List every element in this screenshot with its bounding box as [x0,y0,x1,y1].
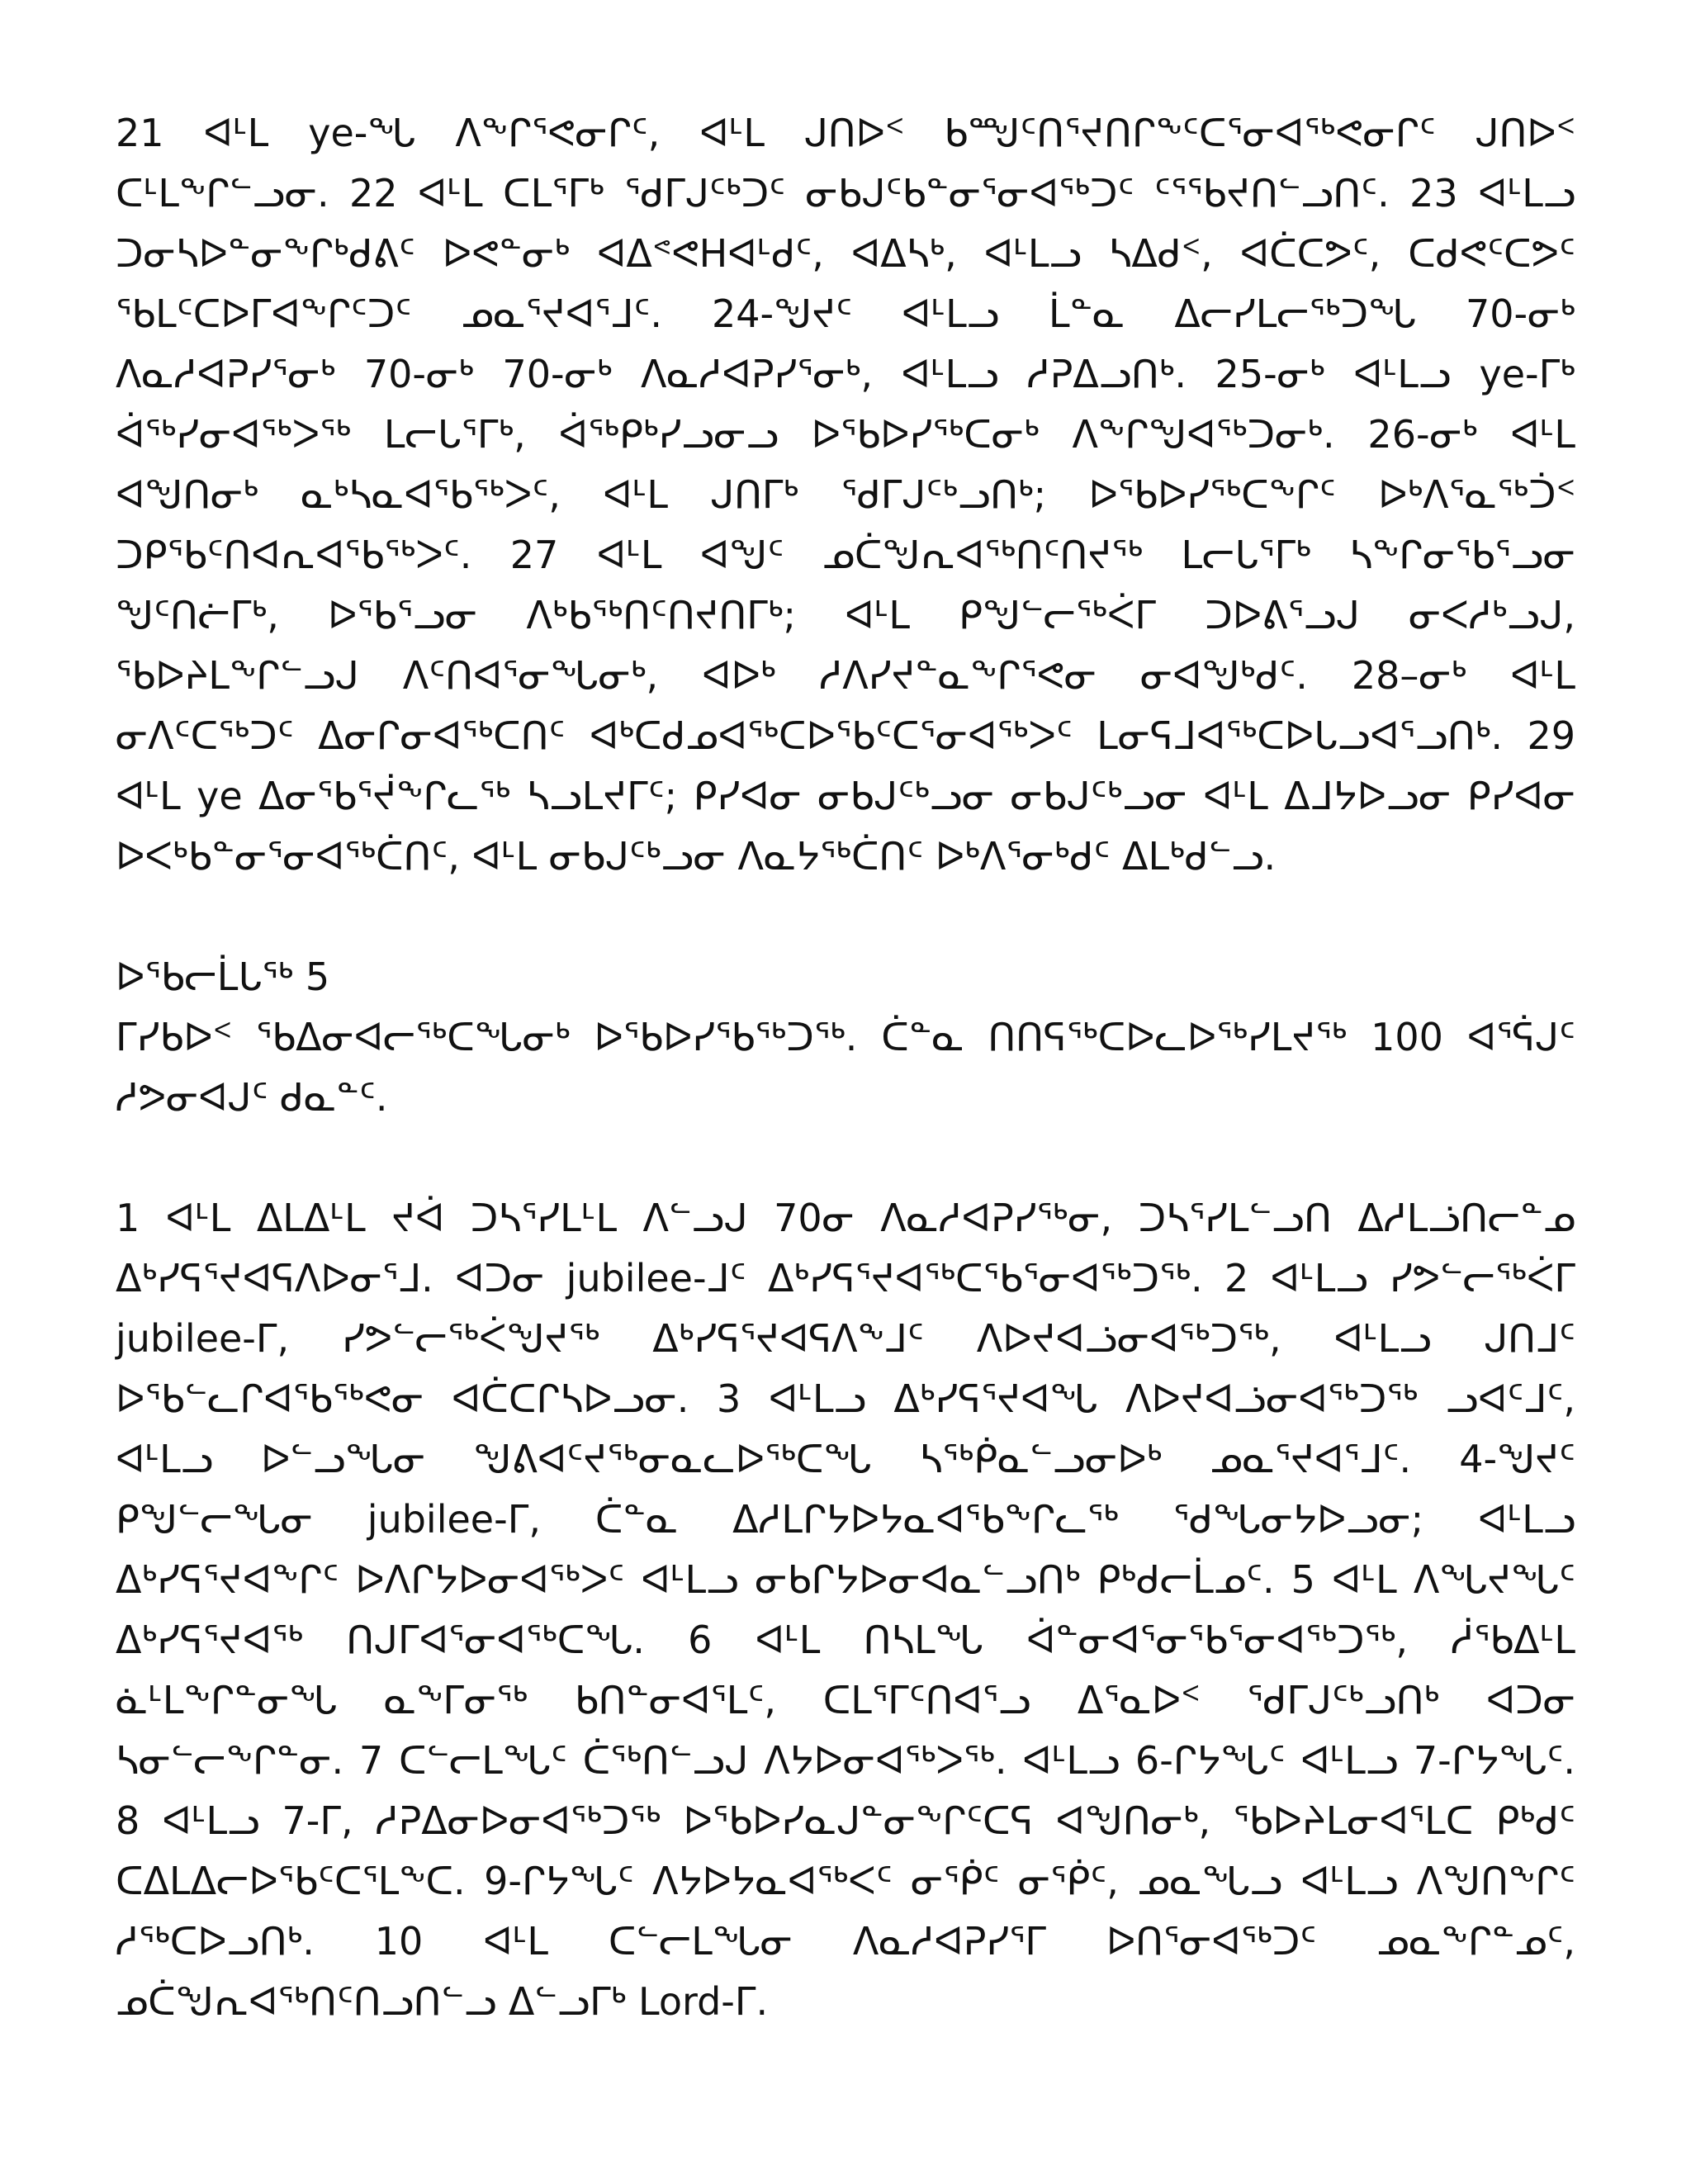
chapter-heading: ᐅᖃᓕᒫᒐᖅ 5 [116,955,330,999]
chapter-summary: ᒥᓯᑲᐅᑉ ᖃᐃᓂᐊᓕᖅᑕᖓᓂᒃ ᐅᖃᐅᓯᖃᖅᑐᖅ. ᑖᓐᓇ ᑎᑎᕋᖅᑕᐅᓚᐅᖅᓯᒪᔪᖅ 100 ᐊᕐᕌᒍᑦ ᓱᕗᓂᐊᒍᑦ ᑯᓇᓐᑦ. [116,1015,1575,1120]
spacer [116,887,1575,947]
document-page [116,103,1575,2032]
paragraph-verses-21-29: 21 ᐊᒻᒪ ye-ᖓ ᐱᖕᒋᕐᕙᓂᒋᑦ, ᐊᒻᒪ ᒍᑎᐅᑉ ᑲᙳᑦᑎᕐᔪᑎᒋᖕᑦᑕᕐᓂᐊᖅᕙᓂᒋᑦ ᒍᑎᐅᑉ ᑕᒻᒪᖕᒋᓪᓗᓂ. 22 ᐊᒻᒪ ᑕᒪᕐᒥᒃ ᖁᒥᒍᑦᒃᑐᑦ ᓂᑲᒍᑦᑲᓐᓂᕐᓂᐊᖅᑐᑦ ᑦᕐᖃᔪᑎᓪᓗᑎᑦ. 23 ᐊᒻᒪᓗ ᑐᓂᓴᐅᓐᓂᖕᒋᒃᑯᕕᑦ ᐅᕙᓐᓂᒃ ᐊᐃᕝᕙᕼᐊᒻᑯᑦ, ᐊᐃᓴᒃ, ᐊᒻᒪᓗ ᓴᐃᑯᑉ, ᐊᑖᑕᕗᑦ, ᑕᑯᕙᑦᑕᕗᑦ ᖃᒪᑦᑕᐅᒥᐊᖕᒋᑦᑐᑦ ᓄᓇᕐᔪᐊᕐᒧᑦ. 24-ᖑᔪᑦ ᐊᒻᒪᓗ ᒫᓐᓇ ᐃᓕᓯᒪᓕᖅᑐᖓ 70-ᓂᒃ ᐱᓇᓱᐊᕈᓯᕐᓂᒃ 70-ᓂᒃ 70-ᓂᒃ ᐱᓇᓱᐊᕈᓯᕐᓂᒃ, ᐊᒻᒪᓗ ᓱᕈᐃᓗᑎᒃ. 25-ᓂᒃ ᐊᒻᒪᓗ ye-ᒥᒃ ᐋᖅᓯᓂᐊᖅᐳᖅ ᒪᓕᒐᕐᒥᒃ, ᐋᖅᑭᒃᓯᓗᓂᓗ ᐅᖃᐅᓯᖅᑕᓂᒃ ᐱᖕᒋᖑᐊᖅᑐᓂᒃ. 26-ᓂᒃ ᐊᒻᒪ ᐊᖑᑎᓂᒃ ᓇᒃᓴᓇᐊᖃᖅᐳᑦ, ᐊᒻᒪ ᒍᑎᒥᒃ ᖁᒥᒍᑦᒃᓗᑎᒃ; ᐅᖃᐅᓯᖅᑕᖕᒋᑦ ᐅᒃᐱᕐᓇᖅᑑᑉ ᑐᑭᖃᑦᑎᐊᕆᐊᖃᖅᐳᑦ. 27 ᐊᒻᒪ ᐊᖑᑦ ᓄᑖᖑᕆᐊᖅᑎᑦᑎᔪᖅ ᒪᓕᒐᕐᒥᒃ ᓴᖕᒋᓂᖃᕐᓗᓂ ᖑᑦᑎᓖᒥᒃ, ᐅᖃᕐᓗᓂ ᐱᒃᑲᖅᑎᑦᑎᔪᑎᒥᒃ; ᐊᒻᒪ ᑭᖑᓪᓕᖅᐹᒥ ᑐᐅᕕᕐᓗᒍ ᓂᐸᓱᒃᓗᒍ, ᖃᐅᔨᒪᖕᒋᓪᓗᒍ ᐱᑦᑎᐊᕐᓂᖓᓂᒃ, ᐊᐅᒃ ᓱᐱᓯᔪᓐᓇᖕᒋᕐᕙᓂ ᓂᐊᖑᒃᑯᑦ. 28–ᓂᒃ ᐊᒻᒪ ᓂᐱᑦᑕᖅᑐᑦ ᐃᓂᒋᓂᐊᖅᑕᑎᑦ ᐊᒃᑕᑯᓄᐊᖅᑕᐅᖃᑦᑕᕐᓂᐊᖅᐳᑦ ᒪᓂᕋᒧᐊᖅᑕᐅᒐᓗᐊᕐᓗᑎᒃ. 29 ᐊᒻᒪ ye ᐃᓂᖃᕐᔫᖕᒋᓚᖅ ᓴᓗᒪᔪᒥᑦ; ᑭᓯᐊᓂ ᓂᑲᒍᑦᒃᓗᓂ ᓂᑲᒍᑦᒃᓗᓂ ᐊᒻᒪ ᐃᒧᔭᐅᓗᓂ ᑭᓯᐊᓂ ᐅᐸᒃᑲᓐᓂᕐᓂᐊᖅᑖᑎᑦ, ᐊᒻᒪ ᓂᑲᒍᑦᒃᓗᓂ ᐱᓇᔭᖅᑖᑎᑦ ᐅᒃᐱᕐᓂᒃᑯᑦ ᐃᒪᒃᑯᓪᓗ. [116,111,1575,879]
spacer [116,1128,1575,1188]
paragraph-verses-1-10: 1 ᐊᒻᒪ ᐃᒪᐃᒻᒪ ᔪᐋ ᑐᓴᕐᓯᒪᒻᒪ ᐱᓪᓗᒍ 70ᓂ ᐱᓇᓱᐊᕈᓯᖅᓂ, ᑐᓴᕐᓯᒪᓪᓗᑎ ᐃᓱᒪᓘᑎᓕᓐᓄ ᐃᒃᓯᕋᕐᔪᐊᕋᐱᐅᓂᕐᒧ. ᐊᑐᓂ jubilee-ᒧᑦ ᐃᒃᓯᕋᕐᔪᐊᖅᑕᖃᕐᓂᐊᖅᑐᖅ. 2 ᐊᒻᒪᓗ ᓯᕗᓪᓕᖅᐹᒥ jubilee-ᒥ, ᓯᕗᓪᓕᖅᐹᖑᔪᖅ ᐃᒃᓯᕋᕐᔪᐊᕋᐱᖕᒧᑦ ᐱᐅᔪᐊᓘᓂᐊᖅᑐᖅ, ᐊᒻᒪᓗ ᒍᑎᒧᑦ ᐅᖃᓪᓚᒋᐊᖃᖅᕙᓂ ᐊᑖᑕᒋᓴᐅᓗᓂ. 3 ᐊᒻᒪᓗ ᐃᒃᓯᕋᕐᔪᐊᖓ ᐱᐅᔪᐊᓘᓂᐊᖅᑐᖅ ᓗᐊᑦᒧᑦ, ᐊᒻᒪᓗ ᐅᓪᓗᖓᓂ ᖑᕕᐊᑦᔪᖅᓂᓇᓚᐅᖅᑕᖓ ᓴᖅᑮᓇᓪᓗᓂᐅᒃ ᓄᓇᕐᔪᐊᕐᒧᑦ. 4-ᖑᔪᑦ ᑭᖑᓪᓕᖓᓂ jubilee-ᒥ, ᑖᓐᓇ ᐃᓱᒪᒋᔭᐅᔭᓇᐊᖃᖕᒋᓚᖅ ᖁᖓᓂᔭᐅᓗᓂ; ᐊᒻᒪᓗ ᐃᒃᓯᕋᕐᔪᐊᖕᒋᑦ ᐅᐱᒋᔭᐅᓂᐊᖅᐳᑦ ᐊᒻᒪᓗ ᓂᑲᒋᔭᐅᓂᐊᓇᓪᓗᑎᒃ ᑭᒃᑯᓕᒫᓄᑦ. 5 ᐊᒻᒪ ᐱᖓᔪᖓᑦ ᐃᒃᓯᕋᕐᔪᐊᖅ ᑎᒍᒥᐊᕐᓂᐊᖅᑕᖓ. 6 ᐊᒻᒪ ᑎᓴᒪᖓ ᐋᓐᓂᐊᕐᓂᖃᕐᓂᐊᖅᑐᖅ, ᓲᖃᐃᒻᒪ ᓈᒻᒪᖕᒋᓐᓂᖓ ᓇᖕᒥᓂᖅ ᑲᑎᓐᓂᐊᕐᒪᑦ, ᑕᒪᕐᒥᑦᑎᐊᕐᓗ ᐃᕐᓇᐅᑉ ᖁᒥᒍᑦᒃᓗᑎᒃ ᐊᑐᓂ ᓴᓂᓪᓕᖕᒋᓐᓂ. 7 ᑕᓪᓕᒪᖓᑦ ᑖᖅᑎᓪᓗᒍ ᐱᔭᐅᓂᐊᖅᐳᖅ. ᐊᒻᒪᓗ 6-ᒋᔭᖓᑦ ᐊᒻᒪᓗ 7-ᒋᔭᖓᑦ. 8 ᐊᒻᒪᓗ 7-ᒥ, ᓱᕈᐃᓂᐅᓂᐊᖅᑐᖅ ᐅᖃᐅᓯᓇᒍᓐᓂᖕᒋᑦᑕᕋ ᐊᖑᑎᓂᒃ, ᖃᐅᔨᒪᓂᐊᕐᒪᑕ ᑭᒃᑯᑦ ᑕᐃᒪᐃᓕᐅᖃᑦᑕᕐᒪᖕᑕ. 9-ᒋᔭᖓᑦ ᐱᔭᐅᔭᓇᐊᖅᐸᑦ ᓂᖀᑦ ᓂᖀᑦ, ᓄᓇᖓᓗ ᐊᒻᒪᓗ ᐱᖑᑎᖕᒋᑦ ᓱᕐᒃᑕᐅᓗᑎᒃ. 10 ᐊᒻᒪ ᑕᓪᓕᒪᖓᓂ ᐱᓇᓱᐊᕈᓯᕐᒥ ᐅᑎᕐᓂᐊᖅᑐᑦ ᓄᓇᖕᒋᓐᓄᑦ, ᓄᑖᖑᕆᐊᖅᑎᑦᑎᓗᑎᓪᓗ ᐃᓪᓗᒥᒃ Lord-ᒥ. [116,1196,1575,2024]
